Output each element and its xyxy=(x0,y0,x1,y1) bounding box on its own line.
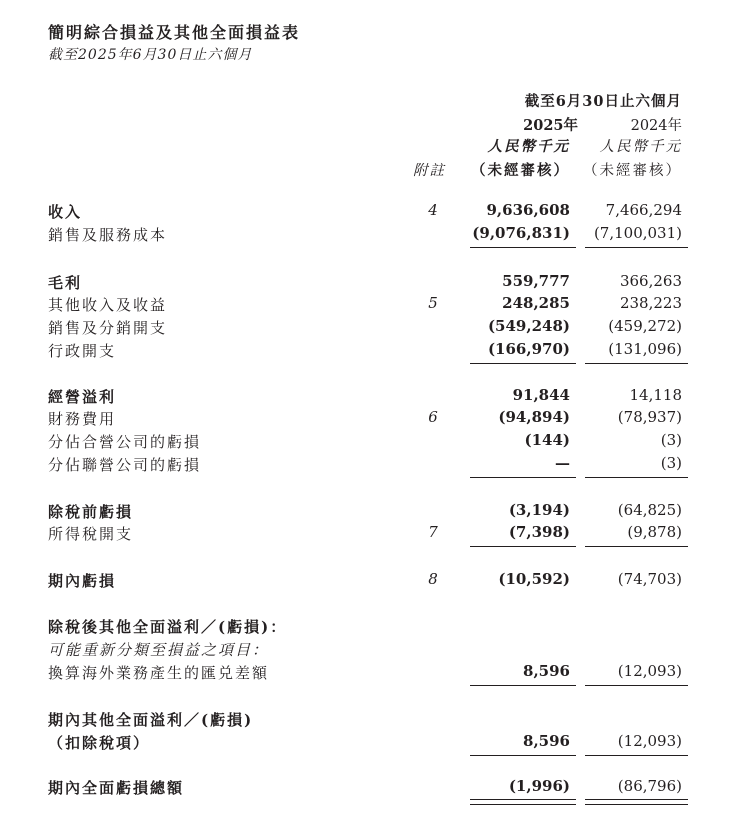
row-current-value: (549,248) xyxy=(487,317,570,335)
header-unit-current: 人民幣千元 xyxy=(487,138,570,155)
header-year-current: 2025年 xyxy=(523,117,578,134)
row-operating-profit xyxy=(0,386,730,408)
statement-title: 簡明綜合損益及其他全面損益表 xyxy=(48,23,301,42)
row-current-value: — xyxy=(555,454,570,472)
row-prior-value: (131,096) xyxy=(608,340,682,358)
row-jv-share xyxy=(0,431,730,453)
row-label: 所得稅開支 xyxy=(48,525,134,543)
row-label: 換算海外業務產生的匯兑差額 xyxy=(48,664,270,682)
row-label: 收入 xyxy=(48,203,83,221)
row-note: 6 xyxy=(428,408,438,426)
row-loss-before-tax xyxy=(0,501,730,523)
row-current-value: 8,596 xyxy=(523,732,570,750)
subtotal-rule xyxy=(585,363,688,364)
row-label: 經營溢利 xyxy=(48,388,117,406)
row-current-value: (3,194) xyxy=(508,501,570,519)
row-current-value: 8,596 xyxy=(523,662,570,680)
row-note: 5 xyxy=(428,294,438,312)
row-prior-value: (74,703) xyxy=(617,570,682,588)
row-current-value: 9,636,608 xyxy=(486,201,570,219)
row-prior-value: 14,118 xyxy=(629,386,682,404)
row-reclassifiable-heading xyxy=(0,639,730,661)
row-label: 行政開支 xyxy=(48,342,117,360)
subtotal-rule xyxy=(585,546,688,547)
header-period: 截至6月30日止六個月 xyxy=(524,93,682,110)
row-loss-for-period xyxy=(0,570,730,592)
row-label: 銷售及分銷開支 xyxy=(48,319,168,337)
row-finance-costs xyxy=(0,408,730,430)
row-prior-value: 238,223 xyxy=(619,294,682,312)
row-current-value: 248,285 xyxy=(502,294,570,312)
row-current-value: 559,777 xyxy=(502,272,570,290)
subtotal-rule xyxy=(470,755,576,756)
row-label: 期內虧損 xyxy=(48,572,117,590)
row-fx-differences xyxy=(0,662,730,684)
row-prior-value: (9,878) xyxy=(627,523,682,541)
header-audit-current: （未經審核） xyxy=(471,162,570,179)
subtotal-rule xyxy=(470,685,576,686)
row-label: 期內其他全面溢利／(虧損) xyxy=(48,711,254,729)
row-prior-value: (7,100,031) xyxy=(593,224,682,242)
subtotal-rule xyxy=(585,755,688,756)
header-note-label: 附註 xyxy=(413,163,446,179)
row-current-value: 91,844 xyxy=(512,386,570,404)
row-note: 8 xyxy=(428,570,438,588)
row-label: 財務費用 xyxy=(48,410,117,428)
row-label: 除稅後其他全面溢利／(虧損)： xyxy=(48,618,288,636)
row-other-income xyxy=(0,294,730,316)
row-prior-value: (3) xyxy=(660,431,682,449)
row-prior-value: (12,093) xyxy=(617,732,682,750)
row-gross-profit xyxy=(0,272,730,294)
row-label: （扣除稅項） xyxy=(48,734,151,752)
row-prior-value: (86,796) xyxy=(617,777,682,795)
row-label: 除稅前虧損 xyxy=(48,503,134,521)
total-double-rule xyxy=(470,799,576,805)
row-prior-value: 366,263 xyxy=(619,272,682,290)
row-cost-of-sales xyxy=(0,224,730,246)
subtotal-rule xyxy=(470,477,576,478)
total-double-rule xyxy=(585,799,688,805)
subtotal-rule xyxy=(470,247,576,248)
row-current-value: (7,398) xyxy=(508,523,570,541)
row-prior-value: (12,093) xyxy=(617,662,682,680)
row-label: 其他收入及收益 xyxy=(48,296,168,314)
row-oci-heading xyxy=(0,616,730,638)
row-prior-value: (64,825) xyxy=(617,501,682,519)
subtotal-rule xyxy=(585,247,688,248)
row-oci-net-of-tax xyxy=(0,732,730,754)
row-label: 毛利 xyxy=(48,274,83,292)
row-label: 分佔聯營公司的虧損 xyxy=(48,456,202,474)
row-label: 分佔合營公司的虧損 xyxy=(48,433,202,451)
row-selling-expenses xyxy=(0,317,730,339)
row-revenue xyxy=(0,201,730,223)
row-current-value: (10,592) xyxy=(498,570,570,588)
subtotal-rule xyxy=(585,685,688,686)
row-prior-value: (78,937) xyxy=(617,408,682,426)
row-current-value: (166,970) xyxy=(487,340,570,358)
row-prior-value: 7,466,294 xyxy=(605,201,682,219)
subtotal-rule xyxy=(470,546,576,547)
row-prior-value: (459,272) xyxy=(608,317,682,335)
subtotal-rule xyxy=(470,363,576,364)
row-current-value: (9,076,831) xyxy=(472,224,570,242)
row-label: 期內全面虧損總額 xyxy=(48,779,185,797)
row-associate-share xyxy=(0,454,730,476)
row-current-value: (144) xyxy=(524,431,570,449)
row-note: 7 xyxy=(428,523,438,541)
row-current-value: (1,996) xyxy=(508,777,570,795)
subtotal-rule xyxy=(585,477,688,478)
row-label: 可能重新分類至損益之項目： xyxy=(48,641,270,659)
header-unit-prior: 人民幣千元 xyxy=(599,139,682,155)
row-note: 4 xyxy=(428,201,438,219)
row-oci-for-period xyxy=(0,709,730,731)
row-current-value: (94,894) xyxy=(498,408,570,426)
row-prior-value: (3) xyxy=(660,454,682,472)
row-label: 銷售及服務成本 xyxy=(48,226,168,244)
row-income-tax xyxy=(0,523,730,545)
row-total-comprehensive-loss xyxy=(0,777,730,799)
header-year-prior: 2024年 xyxy=(630,118,682,134)
header-audit-prior: （未經審核） xyxy=(583,163,682,179)
row-admin-expenses xyxy=(0,340,730,362)
statement-subtitle: 截至2025年6月30日止六個月 xyxy=(48,47,253,63)
